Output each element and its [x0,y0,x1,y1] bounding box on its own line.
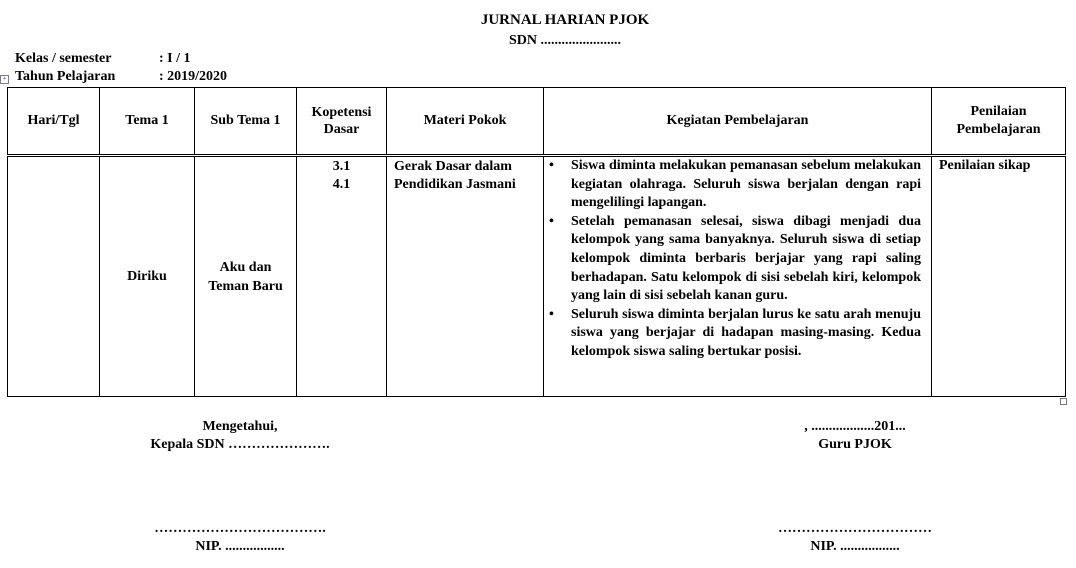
list-item [547,157,921,213]
signature-left [100,418,380,454]
col-header-materi: Materi Pokok [387,88,544,156]
kompetensi-item: 3.1 [332,159,351,174]
table-resize-handle-icon[interactable] [1060,398,1067,405]
left-line2: Kepala SDN …………………. [150,437,330,452]
cell-kegiatan [544,156,932,397]
cell-penilaian: Penilaian sikap [932,156,1066,397]
signature-right-bottom [740,520,970,556]
col-header-tema: Tema 1 [100,88,195,156]
cell-materi: Gerak Dasar dalam Pendidikan Jasmani [387,156,544,397]
col-header-subtema: Sub Tema 1 [195,88,297,156]
right-line1: , ..................201... [804,419,906,434]
bullet-icon: • [549,306,554,322]
right-nip: NIP. ................. [810,539,900,554]
document-title: JURNAL HARIAN PJOK [480,12,650,28]
left-signature-blank: ………………………………. [154,521,326,536]
right-line2: Guru PJOK [818,437,892,452]
bullet-icon: • [549,158,554,173]
journal-table [7,87,1066,397]
school-name: SDN ....................... [508,33,621,48]
table-header-row [8,88,1066,156]
cell-kompetensi [297,156,387,397]
cell-sub-tema: Aku dan Teman Baru [195,156,297,397]
tahun-row [15,69,227,85]
kelas-row [15,51,191,67]
table-row [8,156,1066,397]
left-line1: Mengetahui, [202,419,278,434]
col-header-kegiatan: Kegiatan Pembelajaran [544,88,932,156]
col-header-penilaian: Penilaian Pembelajaran [932,88,1066,156]
list-item [547,306,921,362]
bullet-icon: • [549,213,554,229]
table-move-handle-icon[interactable]: + [0,75,9,84]
signature-left-bottom [100,520,380,556]
kelas-value: : I / 1 [159,51,191,66]
cell-hari-tgl [8,156,100,397]
kegiatan-text: Setelah pemanasan selesai, siswa dibagi menjadi dua kelompok yang sama banyaknya. Seluruh siswa di setiap kelompok diminta berbaris berjajar yang rapi saling berhadapan. Satu kelompok di sisi sebelah kiri, kelompok yang lain di sisi sebelah kanan guru. [571,213,921,304]
kegiatan-text: Siswa diminta melakukan pemanasan sebelum melakukan kegiatan olahraga. Seluruh siswa berjalan dengan rapi mengelilingi lapangan. [571,158,921,211]
kelas-label: Kelas / semester [15,51,112,66]
kegiatan-text: Seluruh siswa diminta berjalan lurus ke satu arah menuju siswa yang berjajar di hadapan masing-masing. Kedua kelompok siswa saling bertukar posisi. [571,306,921,359]
cell-tema: Diriku [100,156,195,397]
col-header-hari: Hari/Tgl [8,88,100,156]
kegiatan-list [547,157,921,362]
kompetensi-item: 4.1 [332,177,351,192]
tahun-value: : 2019/2020 [159,69,228,84]
right-signature-blank: …………………………… [778,521,932,536]
left-nip: NIP. ................. [195,539,285,554]
signature-right [740,418,970,454]
col-header-kompetensi: Kopetensi Dasar [297,88,387,156]
tahun-label: Tahun Pelajaran [15,69,116,84]
list-item [547,213,921,306]
